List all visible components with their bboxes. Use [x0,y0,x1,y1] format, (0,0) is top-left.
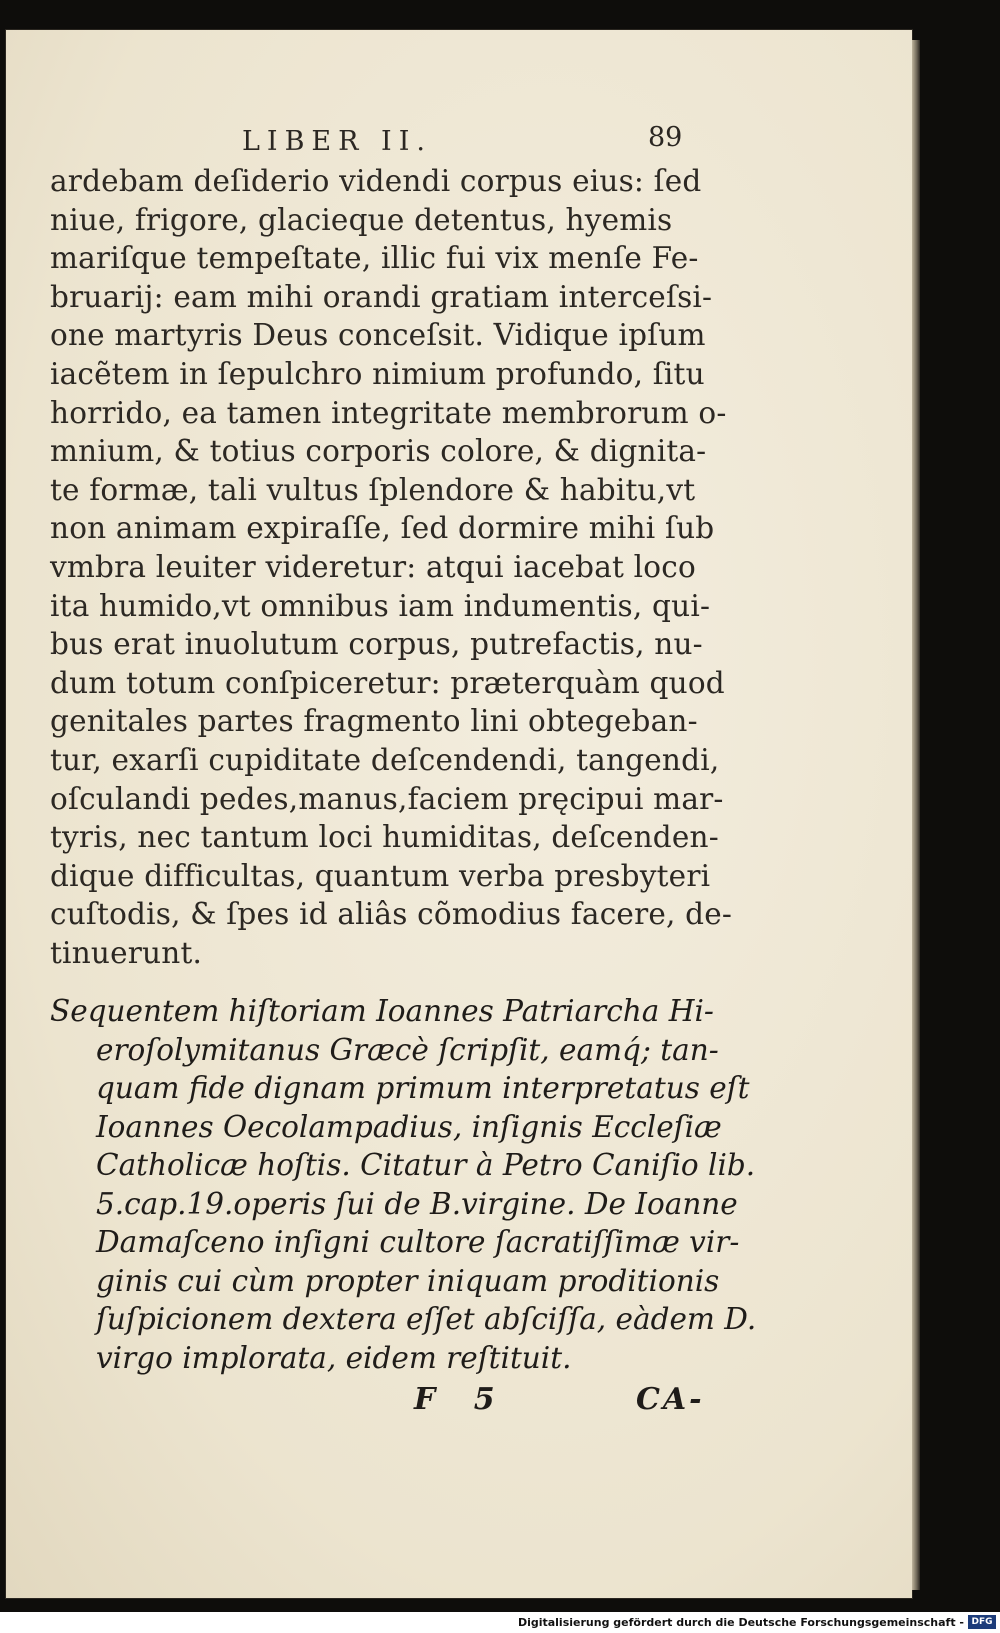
italic-line: Ioannes Oecolampadius, inſignis Eccleſiæ [96,1109,722,1144]
book-page [6,30,912,1598]
italic-note [50,992,757,1377]
italic-line: ſuſpicionem dextera eſſet abſciſſa, eàdem D. [96,1302,757,1336]
body-line: horrido, ea tamen integritate membrorum o- [50,395,727,430]
body-line: genitales partes fragmento lini obtegeban- [50,704,698,739]
body-line: mnium, & totius corporis colore, & dignita- [50,434,707,469]
italic-line: 5.cap.19.operis ſui de B.virgine. De Ioanne [96,1186,738,1221]
footer-credit: Digitalisierung gefördert durch die Deutsche Forschungsgemeinschaft - [517,1616,964,1629]
page-edge [912,40,920,1590]
body-text [50,162,733,972]
italic-line: ginis cui cùm propter iniquam proditionis [96,1263,720,1298]
italic-line: eroſolymitanus Græcè ſcripſit, eamq́; tan- [96,1032,719,1067]
body-line: dum totum conſpiceretur: præterquàm quod [50,665,725,700]
page-number: 89 [648,122,683,153]
body-line: bruarij: eam mihi orandi gratiam interceſsi- [50,279,713,314]
italic-line: Sequentem hiſtoriam Ioannes Patriarcha Hi- [50,994,714,1028]
body-line: bus erat inuolutum corpus, putrefactis, nu- [50,627,703,662]
body-line: cuſtodis, & ſpes id aliâs cõmodius facere, de- [50,897,733,932]
body-line: iacẽtem in ſepulchro nimium profundo, ſitu [50,356,705,391]
body-line: ita humido,vt omnibus iam indumentis, qui- [50,588,711,623]
running-head: LIBER II. [242,126,432,157]
italic-line: quam fide dignam primum interpretatus eſt [96,1071,750,1105]
body-line: te formæ, tali vultus ſplendore & habitu,vt [50,472,696,507]
body-line: one martyris Deus conceſsit. Vidique ipſum [50,318,706,353]
body-line: tyris, nec tantum loci humiditas, deſcenden- [50,820,719,855]
body-line: vmbra leuiter videretur: atqui iacebat loco [50,549,696,584]
catchword: CA- [636,1382,705,1417]
italic-line: Damaſceno inſigni cultore ſacratiſſimæ vir- [96,1225,740,1259]
signature-mark: F 5 [414,1382,509,1417]
body-line: mariſque tempeſtate, illic fui vix menſe Fe- [50,241,699,276]
italic-line: Catholicæ hoſtis. Citatur à Petro Caniſio lib. [96,1148,756,1182]
italic-line: virgo implorata, eidem reſtituit. [96,1340,572,1375]
body-line: dique difficultas, quantum verba presbyteri [50,858,711,893]
dfg-logo: DFG [968,1615,996,1629]
body-line: niue, frigore, glacieque detentus, hyemis [50,202,673,237]
body-line: oſculandi pedes,manus,faciem pręcipui mar- [50,781,724,816]
body-line: ardebam deſiderio videndi corpus eius: ſed [50,164,702,198]
body-line: tur, exarſi cupiditate deſcendendi, tangendi, [50,742,720,777]
body-line: non animam expiraſſe, ſed dormire mihi ſub [50,511,715,546]
body-line: tinuerunt. [50,935,203,970]
